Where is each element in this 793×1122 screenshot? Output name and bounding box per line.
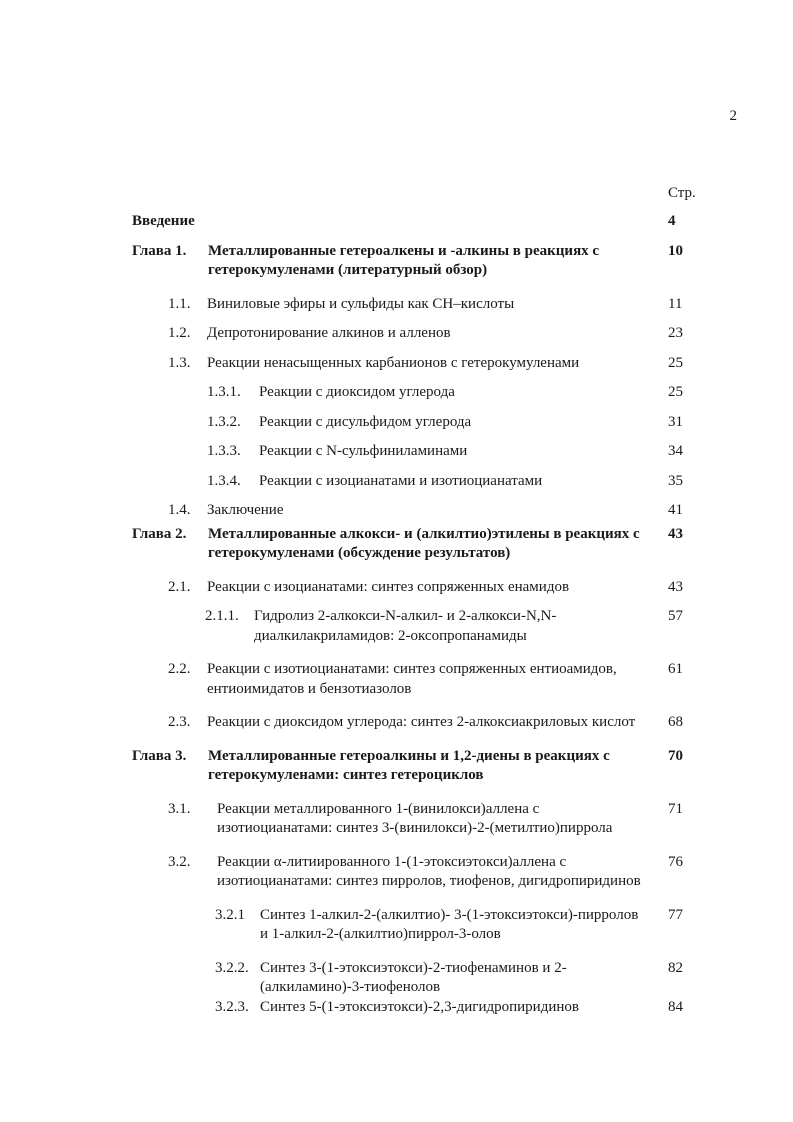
table-of-contents — [0, 212, 793, 1017]
toc-entry-chapter-3[interactable] — [0, 747, 793, 786]
toc-entry-3-2[interactable] — [0, 853, 793, 892]
toc-entry-1-3-2[interactable] — [0, 413, 793, 433]
toc-page: 70 — [668, 747, 683, 764]
toc-page: 31 — [668, 413, 683, 430]
toc-entry-3-1[interactable] — [0, 800, 793, 839]
toc-page: 76 — [668, 853, 683, 870]
toc-entry-1-1[interactable] — [0, 295, 793, 315]
page-column-label: Стр. — [668, 185, 696, 201]
toc-title: Гидролиз 2-алкокси-N-алкил- и 2-алкокси-N,N-диалкилакриламидов: 2-оксопропанамиды — [254, 608, 557, 644]
toc-number: 1.1. — [168, 295, 191, 312]
toc-title: Заключение — [207, 502, 284, 518]
toc-number: 1.3.2. — [207, 413, 241, 430]
toc-page: 77 — [668, 906, 683, 923]
toc-title: Синтез 5-(1-этоксиэтокси)-2,3-дигидропиридинов — [260, 998, 579, 1015]
toc-page: 35 — [668, 472, 683, 489]
toc-page: 61 — [668, 661, 683, 677]
toc-page: 43 — [668, 525, 683, 542]
toc-page: 10 — [668, 242, 683, 259]
toc-entry-chapter-1[interactable] — [0, 242, 793, 281]
toc-entry-chapter-2[interactable] — [0, 525, 793, 564]
toc-title: Металлированные гетероалкины и 1,2-диены в реакциях с гетерокумуленами: синтез гетероциклов — [208, 747, 610, 783]
toc-page: 23 — [668, 325, 683, 341]
toc-title: Введение — [132, 213, 195, 229]
toc-entry-1-3[interactable] — [0, 354, 793, 374]
toc-number: 3.2.1 — [215, 906, 245, 923]
toc-number: 3.1. — [168, 800, 191, 817]
toc-page: 43 — [668, 578, 683, 595]
toc-entry-1-2[interactable] — [0, 324, 793, 344]
toc-number: Глава 3. — [132, 747, 187, 764]
toc-number: 1.3.1. — [207, 384, 241, 400]
toc-title: Реакции с дисульфидом углерода — [259, 413, 472, 430]
toc-entry-3-2-2[interactable] — [0, 959, 793, 998]
toc-entry-2-1[interactable] — [0, 578, 793, 598]
toc-page: 25 — [668, 384, 683, 400]
toc-number: 1.4. — [168, 502, 191, 518]
toc-number: 1.3.3. — [207, 443, 241, 459]
toc-title: Металлированные алкокси- и (алкилтио)этилены в реакциях с гетерокумуленами (обсуждение результатов) — [208, 525, 640, 561]
toc-entry-2-2[interactable] — [0, 660, 793, 699]
toc-number: 2.2. — [168, 661, 191, 677]
toc-title: Реакции α-литиированного 1-(1-этоксиэтокси)аллена с изотиоцианатами: синтез пирролов, тиофенов, дигидропиридинов — [217, 853, 641, 889]
toc-entry-introduction[interactable] — [0, 212, 793, 232]
toc-title: Реакции с изотиоцианатами: синтез сопряженных ентиоамидов, ентиоимидатов и бензотиазолов — [207, 661, 617, 697]
toc-entry-1-3-3[interactable] — [0, 442, 793, 462]
toc-page: 34 — [668, 443, 683, 459]
toc-title: Реакции с диоксидом углерода: синтез 2-алкоксиакриловых кислот — [207, 714, 636, 730]
toc-number: 3.2.3. — [215, 998, 249, 1015]
toc-page: 41 — [668, 502, 683, 518]
toc-page: 57 — [668, 608, 683, 624]
toc-number: 2.1. — [168, 578, 191, 595]
toc-entry-2-3[interactable] — [0, 713, 793, 733]
toc-page: 82 — [668, 959, 683, 976]
toc-title: Металлированные гетероалкены и -алкины в реакциях с гетерокумуленами (литературный обзор) — [208, 242, 600, 278]
toc-page: 71 — [668, 800, 683, 817]
page-number: 2 — [729, 108, 737, 124]
toc-entry-1-3-1[interactable] — [0, 383, 793, 403]
toc-title: Виниловые эфиры и сульфиды как CH–кислоты — [207, 295, 515, 312]
toc-number: Глава 1. — [132, 242, 187, 259]
toc-title: Синтез 3-(1-этоксиэтокси)-2-тиофенаминов и 2-(алкиламино)-3-тиофенолов — [260, 959, 567, 995]
toc-title: Реакции металлированного 1-(винилокси)аллена с изотиоцианатами: синтез 3-(винилокси)-2-(метилтио)пиррола — [217, 800, 613, 836]
toc-number: Глава 2. — [132, 525, 187, 542]
toc-title: Депротонирование алкинов и алленов — [207, 325, 451, 341]
toc-page: 25 — [668, 354, 683, 371]
toc-page: 68 — [668, 714, 683, 730]
toc-entry-1-3-4[interactable] — [0, 472, 793, 492]
toc-title: Реакции с диоксидом углерода — [259, 384, 455, 400]
toc-page: 4 — [668, 213, 676, 229]
toc-entry-1-4[interactable] — [0, 501, 793, 521]
toc-page: 11 — [668, 295, 683, 312]
toc-entry-3-2-3[interactable] — [0, 998, 793, 1018]
toc-title: Реакции с изоцианатами: синтез сопряженных енамидов — [207, 578, 570, 595]
toc-title: Реакции ненасыщенных карбанионов с гетерокумуленами — [207, 354, 580, 371]
toc-page: 84 — [668, 998, 683, 1015]
toc-number: 3.2. — [168, 853, 191, 870]
toc-title: Реакции с изоцианатами и изотиоцианатами — [259, 472, 543, 489]
toc-title: Реакции с N-сульфиниламинами — [259, 443, 468, 459]
toc-entry-3-2-1[interactable] — [0, 906, 793, 945]
toc-number: 2.3. — [168, 714, 191, 730]
toc-number: 1.3.4. — [207, 472, 241, 489]
toc-number: 2.1.1. — [205, 608, 239, 624]
toc-number: 1.2. — [168, 325, 191, 341]
toc-number: 1.3. — [168, 354, 191, 371]
toc-title: Синтез 1-алкил-2-(алкилтио)- 3-(1-этоксиэтокси)-пирролов и 1-алкил-2-(алкилтио)пиррол-3-олов — [260, 906, 639, 942]
toc-number: 3.2.2. — [215, 959, 249, 976]
toc-entry-2-1-1[interactable] — [0, 607, 793, 646]
